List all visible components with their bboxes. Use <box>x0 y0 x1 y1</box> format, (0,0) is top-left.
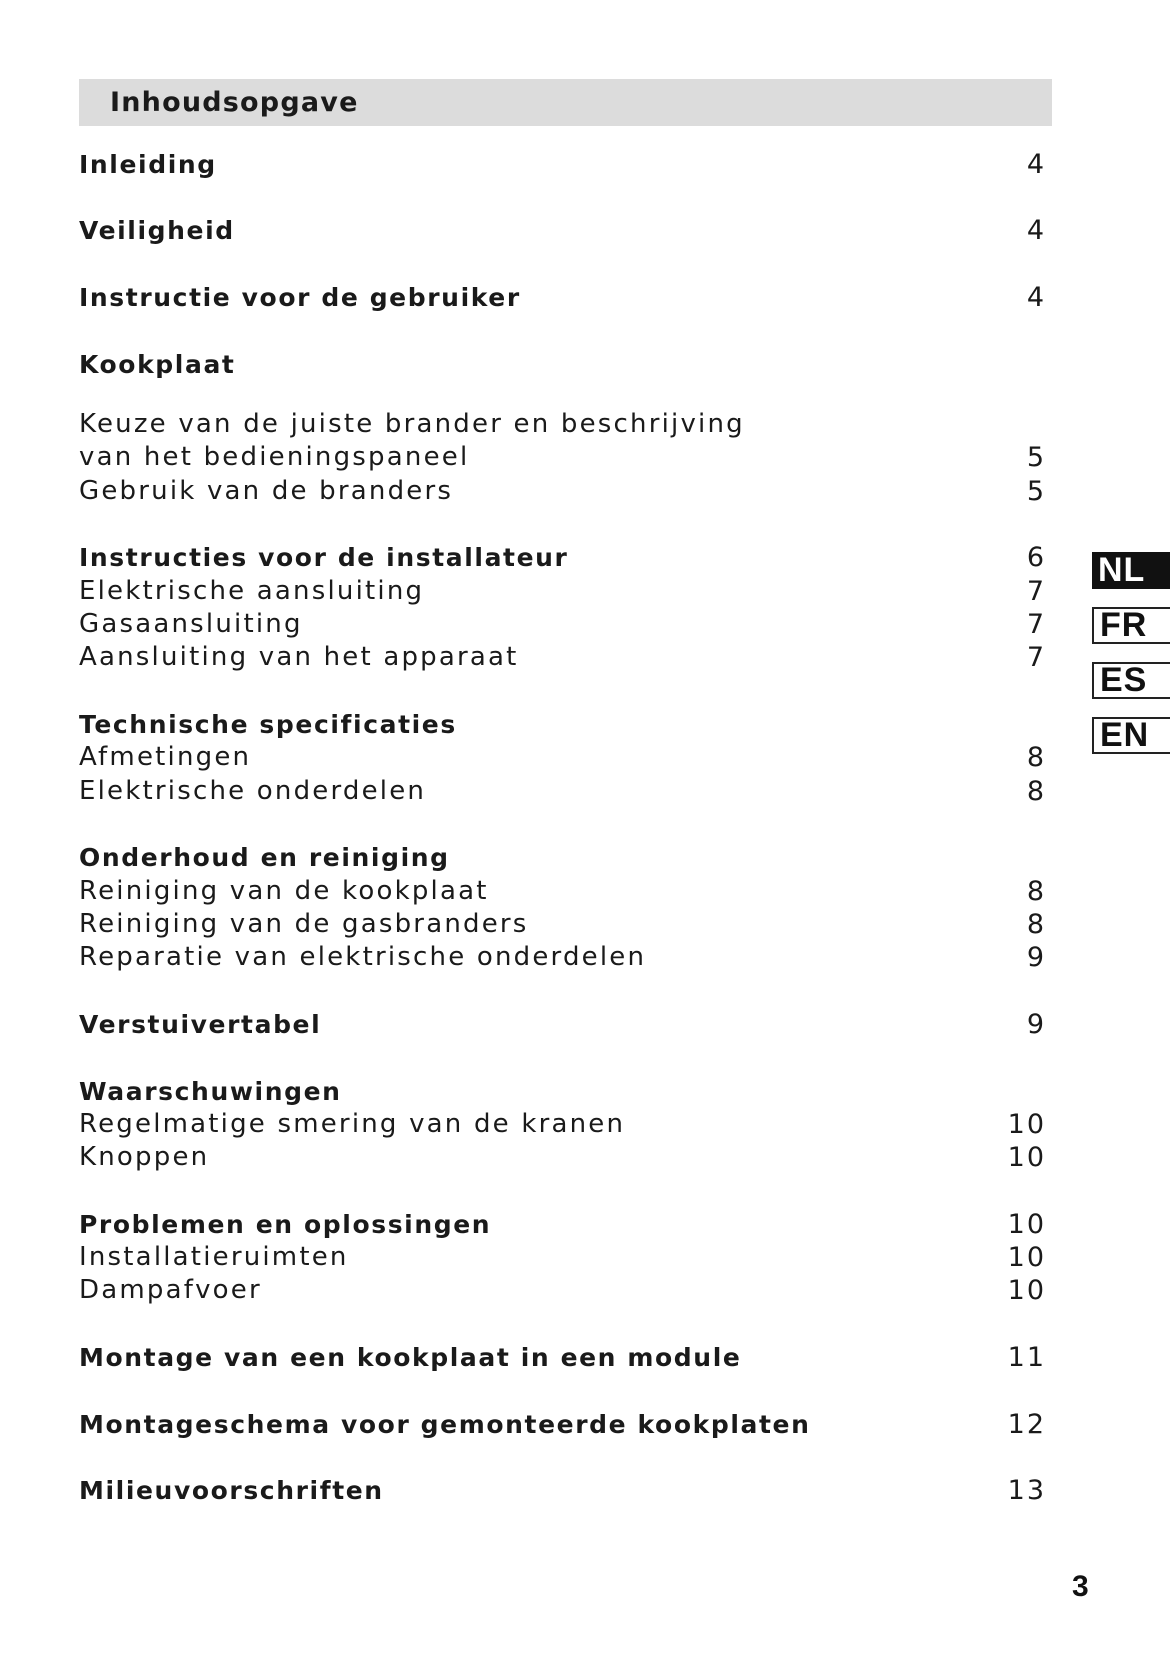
toc-entry-gebruik-branders[interactable] <box>79 474 1046 508</box>
toc-entry-page: 4 <box>1026 214 1046 246</box>
language-tab-fr[interactable]: FR <box>1092 607 1170 644</box>
toc-entry-label: Gasaansluiting <box>79 609 303 639</box>
toc-entry-label: Reiniging van de gasbranders <box>79 909 529 939</box>
toc-entry-page: 7 <box>1026 575 1046 607</box>
toc-entry-label: Inleiding <box>79 149 217 179</box>
toc-entry-page: 4 <box>1026 148 1046 180</box>
toc-entry-label: Elektrische aansluiting <box>79 576 425 606</box>
language-tab-nl[interactable]: NL <box>1092 552 1170 589</box>
toc-entry-afmetingen[interactable] <box>79 740 1046 774</box>
toc-entry-page: 9 <box>1026 941 1046 973</box>
language-tab-es[interactable]: ES <box>1092 662 1170 699</box>
toc-entry-knoppen[interactable] <box>79 1140 1046 1174</box>
toc-entry-page: 10 <box>1007 1108 1046 1140</box>
toc-entry-gasaansluiting[interactable] <box>79 607 1046 641</box>
toc-entry-label: Onderhoud en reiniging <box>79 842 450 872</box>
toc-entry-page: 5 <box>1026 441 1046 473</box>
toc-entry-page: 13 <box>1007 1474 1046 1506</box>
toc-entry-label: Knoppen <box>79 1142 210 1172</box>
toc-entry-label: Waarschuwingen <box>79 1076 342 1106</box>
toc-entry-label: Elektrische onderdelen <box>79 776 427 806</box>
toc-entry-montage-module[interactable] <box>79 1340 1046 1374</box>
toc-header-bar <box>79 79 1052 126</box>
toc-entry-page: 8 <box>1026 775 1046 807</box>
toc-entry-label: Veiligheid <box>79 215 235 245</box>
toc-entry-label: Montage van een kookplaat in een module <box>79 1342 742 1372</box>
toc-entry-bedieningspaneel[interactable] <box>79 440 1046 474</box>
toc-entry-page: 4 <box>1026 281 1046 313</box>
toc-entry-elektrische-onderdelen[interactable] <box>79 774 1046 808</box>
toc-entry-label: Regelmatige smering van de kranen <box>79 1109 626 1139</box>
toc-entry-dampafvoer[interactable] <box>79 1273 1046 1307</box>
toc-section-waarschuwingen[interactable] <box>79 1074 1046 1108</box>
toc-entry-page: 11 <box>1007 1341 1046 1373</box>
toc-entry-label: van het bedieningspaneel <box>79 442 470 472</box>
language-tab-en[interactable]: EN <box>1092 717 1170 754</box>
toc-entry-label: Kookplaat <box>79 349 236 379</box>
toc-entry-label: Montageschema voor gemonteerde kookplaten <box>79 1409 811 1439</box>
toc-section-installateur[interactable] <box>79 540 1046 574</box>
toc-entry-page: 6 <box>1026 541 1046 573</box>
toc-entry-instructie-gebruiker[interactable] <box>79 280 1046 314</box>
toc-section-technische-specificaties[interactable] <box>79 707 1046 741</box>
toc-entry-label: Reiniging van de kookplaat <box>79 876 489 906</box>
toc-entry-label: Reparatie van elektrische onderdelen <box>79 942 647 972</box>
toc-entry-page: 8 <box>1026 875 1046 907</box>
toc-title: Inhoudsopgave <box>110 87 359 118</box>
toc-entry-reparatie[interactable] <box>79 940 1046 974</box>
toc-entry-page: 7 <box>1026 608 1046 640</box>
toc-entry-page: 10 <box>1007 1141 1046 1173</box>
toc-entry-label: Installatieruimten <box>79 1242 349 1272</box>
toc-entry-label: Instructie voor de gebruiker <box>79 282 521 312</box>
toc-entry-page: 8 <box>1026 741 1046 773</box>
toc-entry-label: Milieuvoorschriften <box>79 1475 384 1505</box>
toc-entry-montageschema[interactable] <box>79 1407 1046 1441</box>
toc-entry-label: Dampafvoer <box>79 1275 262 1305</box>
toc-entry-label: Keuze van de juiste brander en beschrijving <box>79 409 745 439</box>
toc-entry-smering-kranen[interactable] <box>79 1107 1046 1141</box>
toc-section-onderhoud[interactable] <box>79 840 1046 874</box>
toc-section-problemen[interactable] <box>79 1207 1046 1241</box>
toc-entry-page: 10 <box>1007 1208 1046 1240</box>
toc-entry-verstuivertabel[interactable] <box>79 1007 1046 1041</box>
toc-entry-keuze-brander[interactable] <box>79 407 1046 441</box>
toc-entry-aansluiting-apparaat[interactable] <box>79 640 1046 674</box>
toc-entry-reiniging-kookplaat[interactable] <box>79 874 1046 908</box>
toc-entry-elektrische-aansluiting[interactable] <box>79 574 1046 608</box>
toc-entry-page: 10 <box>1007 1241 1046 1273</box>
toc-entry-label: Afmetingen <box>79 742 252 772</box>
toc-entry-label: Instructies voor de installateur <box>79 542 569 572</box>
toc-section-kookplaat[interactable] <box>79 347 1046 381</box>
toc-entry-inleiding[interactable] <box>79 147 1046 181</box>
toc-entry-veiligheid[interactable] <box>79 213 1046 247</box>
toc-entry-milieuvoorschriften[interactable] <box>79 1473 1046 1507</box>
toc-entry-page: 12 <box>1007 1408 1046 1440</box>
toc-entry-page: 5 <box>1026 475 1046 507</box>
toc-entry-page: 7 <box>1026 641 1046 673</box>
toc-entry-reiniging-gasbranders[interactable] <box>79 907 1046 941</box>
page-number: 3 <box>1072 1570 1089 1603</box>
toc-entry-installatieruimten[interactable] <box>79 1240 1046 1274</box>
toc-entry-page: 9 <box>1026 1008 1046 1040</box>
toc-entry-label: Problemen en oplossingen <box>79 1209 492 1239</box>
toc-entry-label: Aansluiting van het apparaat <box>79 642 519 672</box>
toc-entry-page: 8 <box>1026 908 1046 940</box>
toc-entry-label: Technische specificaties <box>79 709 457 739</box>
toc-entry-label: Verstuivertabel <box>79 1009 322 1039</box>
toc-entry-label: Gebruik van de branders <box>79 476 454 506</box>
toc-entry-page: 10 <box>1007 1274 1046 1306</box>
